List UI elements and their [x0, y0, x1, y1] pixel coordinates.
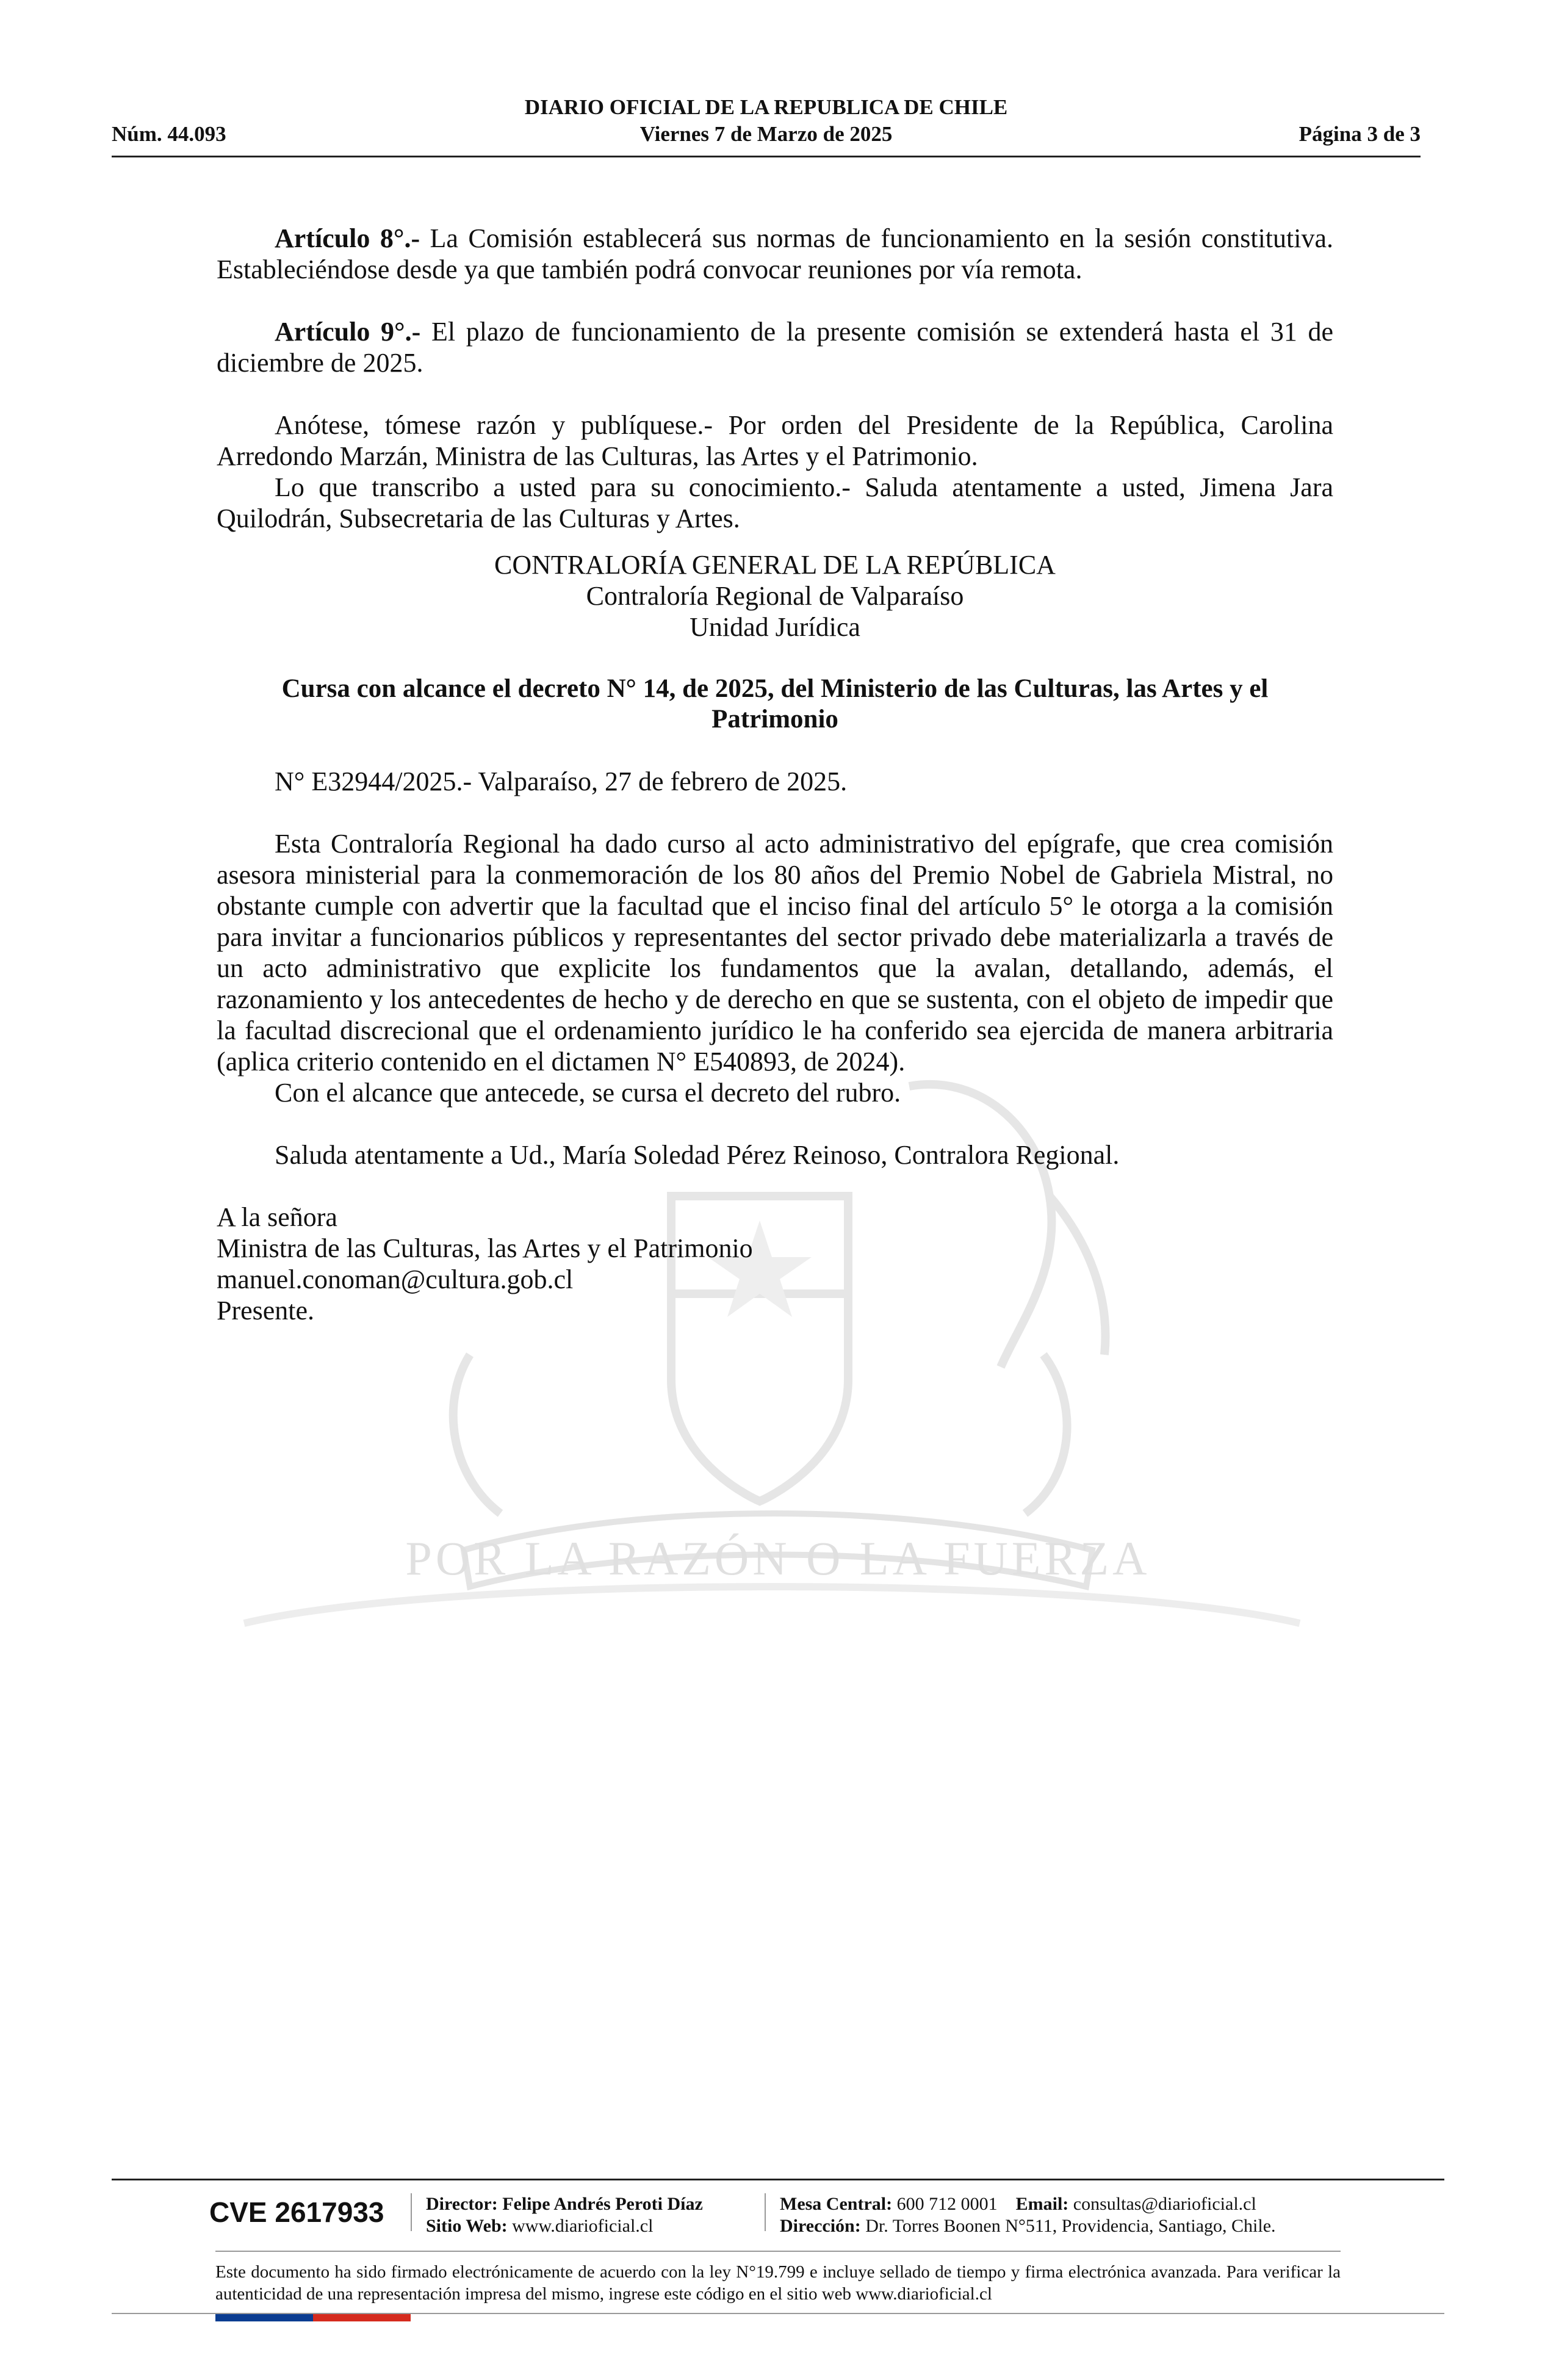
footer-mid-rule [215, 2251, 1341, 2252]
address-line-1: A la señora [217, 1202, 337, 1232]
email-value[interactable]: consultas@diarioficial.cl [1068, 2194, 1256, 2214]
sitio-label: Sitio Web: [426, 2216, 508, 2236]
issue-number: Núm. 44.093 [112, 122, 226, 146]
article-8-text: La Comisión establecerá sus normas de funcionamiento en la sesión constitutiva. Estableciéndose desde ya que también podrá convocar reuniones por vía remota. [217, 223, 1334, 284]
issue-date: Viernes 7 de Marzo de 2025 [639, 122, 893, 146]
sitio-value[interactable]: www.diarioficial.cl [507, 2216, 654, 2236]
address-email: manuel.conoman@cultura.gob.cl [217, 1264, 574, 1294]
contraloria-regional: Contraloría Regional de Valparaíso [586, 581, 964, 611]
footer-separator [411, 2193, 412, 2231]
page-number: Página 3 de 3 [1298, 122, 1421, 146]
publication-title: DIARIO OFICIAL DE LA REPUBLICA DE CHILE [524, 95, 1008, 119]
article-8-label: Artículo 8°.- [275, 223, 420, 253]
mesa-value: 600 712 0001 [892, 2194, 998, 2214]
footer-director-block [426, 2193, 703, 2237]
direccion-label: Dirección: [780, 2216, 861, 2236]
header-divider [112, 156, 1421, 157]
cve-code: CVE 2617933 [209, 2196, 384, 2228]
transcribo-paragraph: Lo que transcribo a usted para su conocimiento.- Saluda atentamente a usted, Jimena Jara Quilodrán, Subsecretaria de las Culturas y Artes. [217, 472, 1333, 533]
footer-legal-notice: Este documento ha sido firmado electrónicamente de acuerdo con la ley N°19.799 e incluye sellado de tiempo y firma electrónica avanzada. Para verificar la autenticidad de una representación impresa del mismo, ingrese este código en el sitio web www.diarioficial.cl [215, 2262, 1341, 2304]
contraloria-heading: CONTRALORÍA GENERAL DE LA REPÚBLICA [494, 550, 1056, 580]
footer-separator [765, 2193, 766, 2231]
reference-line: N° E32944/2025.- Valparaíso, 27 de febrero de 2025. [275, 766, 848, 796]
unidad-juridica: Unidad Jurídica [690, 612, 860, 642]
article-9-text: El plazo de funcionamiento de la presente comisión se extenderá hasta el 31 de diciembre de 2025. [217, 317, 1333, 378]
flag-blue-stripe [215, 2314, 313, 2321]
flag-stripe [215, 2314, 411, 2321]
article-9 [217, 316, 1333, 378]
anotese-paragraph: Anótese, tómese razón y publíquese.- Por orden del Presidente de la República, Carolina Arredondo Marzán, Ministra de las Culturas, las Artes y el Patrimonio. [217, 410, 1333, 471]
flag-red-stripe [313, 2314, 411, 2321]
footer-top-rule [112, 2179, 1444, 2180]
footer-contact-block [780, 2193, 1276, 2237]
saluda-line: Saluda atentamente a Ud., María Soledad Pérez Reinoso, Contralora Regional. [275, 1140, 1120, 1170]
article-8 [217, 223, 1333, 285]
director-value: Felipe Andrés Peroti Díaz [497, 2194, 703, 2214]
address-presente: Presente. [217, 1296, 315, 1325]
email-label: Email: [1015, 2194, 1069, 2214]
decree-subtitle: Cursa con alcance el decreto N° 14, de 2025, del Ministerio de las Culturas, las Artes y el Patrimonio [281, 674, 1269, 734]
main-paragraph: Esta Contraloría Regional ha dado curso al acto administrativo del epígrafe, que crea comisión asesora ministerial para la conmemoración de los 80 años del Premio Nobel de Gabriela Mistral, no obstante cumple con advertir que la facultad que el inciso final del artículo 5° le otorga a la comisión para invitar a funcionarios públicos y representantes del sector privado debe materializarla a través de un acto administrativo que explicite los fundamentos que la avalan, detallando, además, el razonamiento y los antecedentes de hecho y de derecho en que se sustenta, con el objeto de impedir que la facultad discrecional que el ordenamiento jurídico le ha conferido sea ejercida de manera arbitraria (aplica criterio contenido en el dictamen N° E540893, de 2024). [217, 829, 1333, 1076]
address-line-2: Ministra de las Culturas, las Artes y el Patrimonio [217, 1233, 753, 1263]
watermark-motto: POR LA RAZÓN O LA FUERZA [405, 1532, 1151, 1585]
mesa-label: Mesa Central: [780, 2194, 893, 2214]
page-header [112, 92, 1421, 159]
document-body [217, 223, 1333, 1326]
direccion-value: Dr. Torres Boonen N°511, Providencia, Santiago, Chile. [860, 2216, 1276, 2236]
alcance-paragraph: Con el alcance que antecede, se cursa el decreto del rubro. [275, 1078, 901, 1108]
article-9-label: Artículo 9°.- [275, 317, 421, 347]
director-label: Director: [426, 2194, 498, 2214]
